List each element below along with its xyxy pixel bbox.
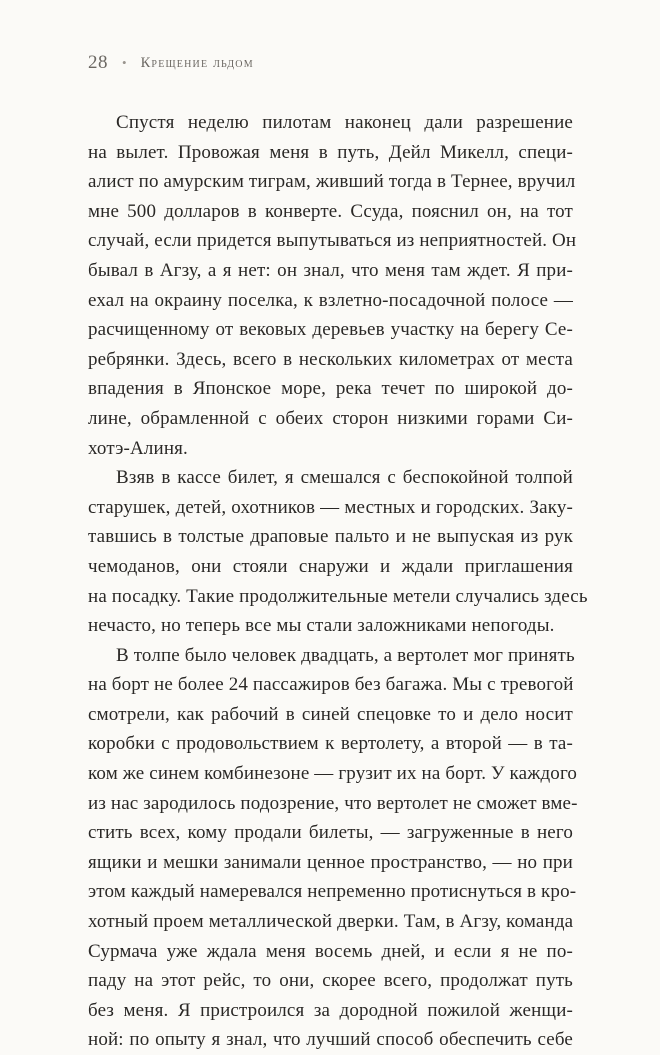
text-line: алист по амурским тиграм, живший тогда в Тернее, вручил xyxy=(88,171,576,193)
text-line: Спустя неделю пилотам наконец дали разрешение xyxy=(116,112,573,133)
paragraph xyxy=(88,641,578,1055)
text-line: коробки с продовольствием к вертолету, а второй — в та- xyxy=(88,733,573,755)
text-line: расчищенному от вековых деревьев участку на берегу Се- xyxy=(88,319,573,341)
body-text xyxy=(88,108,588,1055)
text-line: ком же синем комбинезоне — грузит их на борт. У каждого xyxy=(88,763,578,785)
text-line: смотрели, как рабочий в синей спецовке то и дело носит xyxy=(88,703,573,725)
text-line: лине, обрамленной с обеих сторон низкими горами Си- xyxy=(88,407,573,429)
text-line: мне 500 долларов в конверте. Ссуда, пояснил он, на тот xyxy=(88,200,573,222)
running-head xyxy=(88,50,254,76)
text-line: нечасто, но теперь все мы стали заложниками непогоды. xyxy=(88,615,555,637)
text-line: на посадку. Такие продолжительные метели случались здесь xyxy=(88,585,588,607)
text-line: Сурмача уже ждала меня восемь дней, и если я не по- xyxy=(88,940,573,962)
text-line: чемоданов, они стояли снаружи и ждали приглашения xyxy=(88,555,573,577)
text-line: тавшись в толстые драповые пальто и не выпуская из рук xyxy=(88,526,573,548)
paragraph xyxy=(88,108,577,463)
text-line: В толпе было человек двадцать, а вертолет мог принять xyxy=(116,644,575,666)
text-line: Взяв в кассе билет, я смешался с беспокойной толпой xyxy=(116,467,573,489)
text-line: стить всех, кому продали билеты, — загруженные в него xyxy=(88,822,573,844)
text-line: ной: по опыту я знал, что лучший способ обеспечить себе xyxy=(88,1029,573,1051)
text-line: паду на этот рейс, то они, скорее всего, продолжат путь xyxy=(88,970,573,992)
chapter-title: Крещение льдом xyxy=(140,54,254,71)
text-line: ребрянки. Здесь, всего в нескольких километрах от места xyxy=(88,348,573,370)
text-line: бывал в Агзу, а я нет: он знал, что меня там ждет. Я при- xyxy=(88,259,573,281)
text-line: хотэ-Алиня. xyxy=(88,437,188,459)
page-number: 28 xyxy=(88,52,108,73)
text-line: этом каждый намеревался непременно протиснуться в кро- xyxy=(88,881,577,903)
text-line: впадения в Японское море, река течет по широкой до- xyxy=(88,378,573,400)
text-line: на вылет. Провожая меня в путь, Дейл Микелл, специ- xyxy=(88,141,573,163)
text-line: хотный проем металлической дверки. Там, в Агзу, команда xyxy=(88,911,574,933)
text-line: из нас зародилось подозрение, что вертолет не сможет вме- xyxy=(88,792,578,814)
text-line: без меня. Я пристроился за дородной пожилой женщи- xyxy=(88,999,573,1021)
text-line: старушек, детей, охотников — местных и городских. Заку- xyxy=(88,496,573,518)
text-line: случай, если придется выпутываться из неприятностей. Он xyxy=(88,230,577,252)
paragraph xyxy=(88,463,588,641)
text-line: ехал на окраину поселка, к взлетно-посадочной полосе — xyxy=(88,289,573,311)
text-line: на борт не более 24 пассажиров без багажа. Мы с тревогой xyxy=(88,674,574,696)
header-separator: • xyxy=(122,55,127,70)
text-line: ящики и мешки занимали ценное пространство, — но при xyxy=(88,851,573,873)
